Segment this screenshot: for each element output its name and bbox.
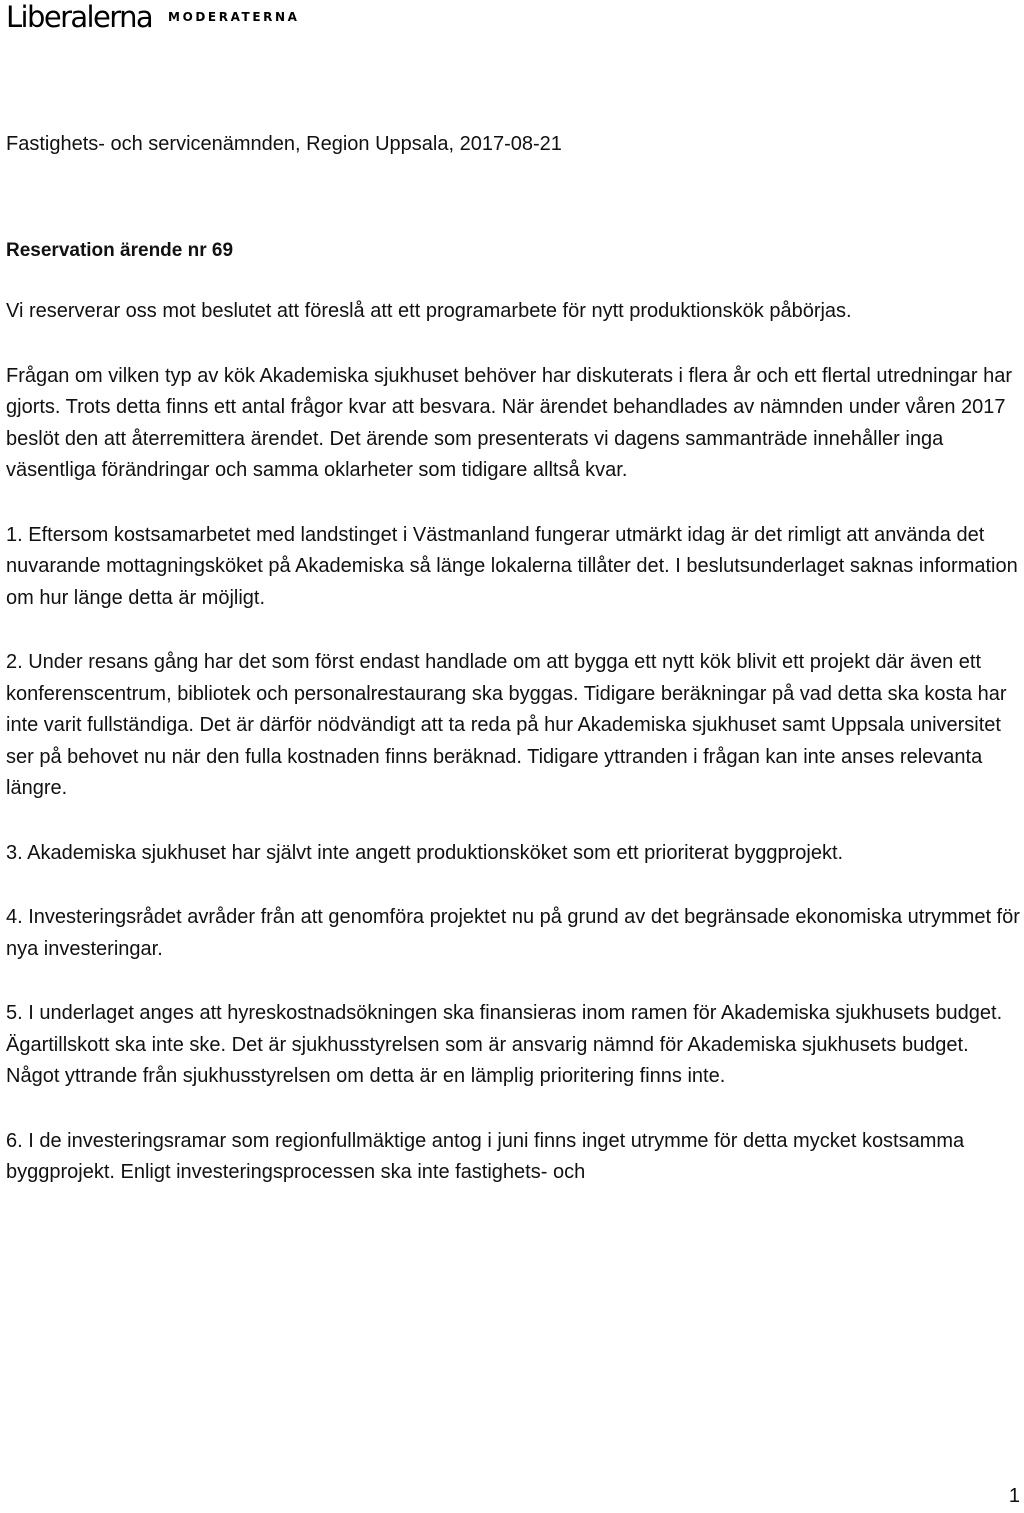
paragraph: Vi reserverar oss mot beslutet att föreslå att ett programarbete för nytt produktionskök påbörjas. (6, 300, 852, 322)
paragraph: 6. I de investeringsramar som regionfullmäktige antog i juni finns inget utrymme för detta mycket kostsamma byggprojekt. Enligt investeringsprocessen ska inte fastighets- och (6, 1129, 965, 1183)
paragraph: 2. Under resans gång har det som först endast handlade om att bygga ett nytt kök blivit ett projekt där även ett konferenscentrum, bibliotek och personalrestaurang ska byggas. Tidigare beräkningar på vad detta ska kosta har inte varit fullständiga. Det är därför nödvändigt att ta reda på hur Akademiska sjukhuset samt Uppsala universitet ser på behovet nu när den fulla kostnaden finns beräknad. Tidigare yttranden i frågan kan inte anses relevanta längre. (6, 651, 1007, 799)
liberalerna-logo: Liberalerna (6, 0, 153, 34)
paragraph: 4. Investeringsrådet avråder från att genomföra projektet nu på grund av det begränsade ekonomiska utrymmet för nya investeringar. (6, 906, 1020, 960)
document-title: Reservation ärende nr 69 (6, 240, 234, 261)
paragraph: 1. Eftersom kostsamarbetet med landstinget i Västmanland fungerar utmärkt idag är det rimligt att använda det nuvarande mottagningsköket på Akademiska så länge lokalerna tillåter det. I beslutsunderlaget saknas information om hur länge detta är möjligt. (6, 523, 1018, 609)
moderaterna-logo: MODERATERNA (168, 10, 300, 24)
paragraph: Frågan om vilken typ av kök Akademiska sjukhuset behöver har diskuterats i flera år och ett flertal utredningar har gjorts. Trots detta finns ett antal frågor kvar att besvara. När ärendet behandlades av nämnden under våren 2017 beslöt den att återremittera ärendet. Det ärende som presenterats vi dagens sammanträde innehåller inga väsentliga förändringar och samma oklarheter som tidigare alltså kvar. (6, 364, 1013, 481)
paragraph: 5. I underlaget anges att hyreskostnadsökningen ska finansieras inom ramen för Akademiska sjukhusets budget. Ägartillskott ska inte ske. Det är sjukhusstyrelsen som är ansvarig nämnd för Akademiska sjukhusets budget. Något yttrande från sjukhusstyrelsen om detta är en lämplig prioritering finns inte. (6, 1002, 1003, 1087)
party-logos (6, 0, 299, 32)
paragraph: 3. Akademiska sjukhuset har självt inte angett produktionsköket som ett prioriterat byggprojekt. (6, 841, 844, 864)
document-body (6, 296, 1020, 1222)
page-number: 1 (1008, 1485, 1020, 1507)
meeting-info: Fastighets- och servicenämnden, Region Uppsala, 2017-08-21 (6, 133, 562, 155)
